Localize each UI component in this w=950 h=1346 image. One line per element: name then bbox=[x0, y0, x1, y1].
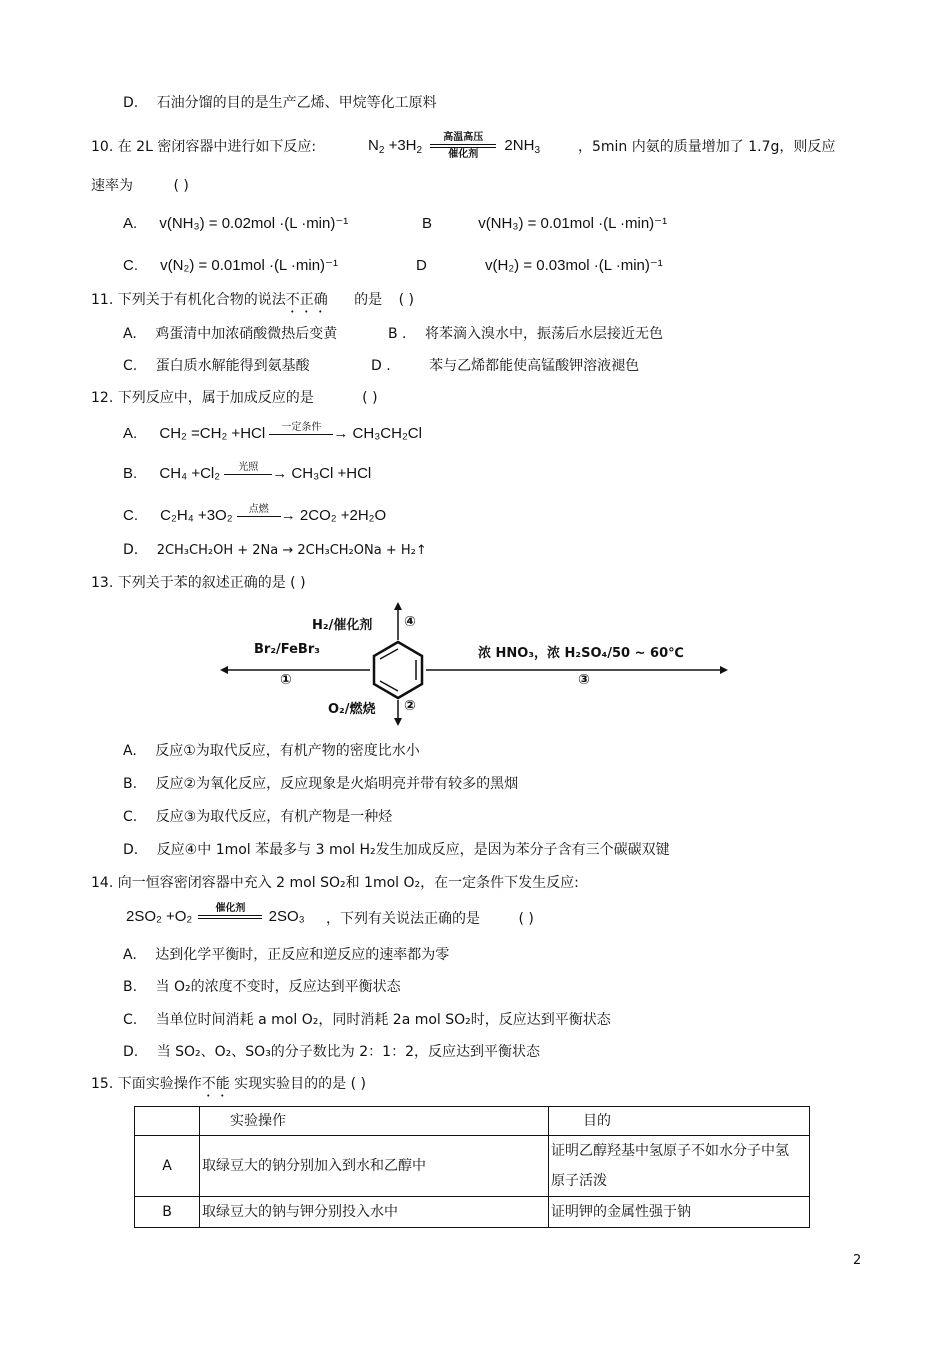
q11-option-b bbox=[388, 324, 663, 344]
benzene-reaction-diagram bbox=[220, 602, 730, 730]
question-number: 10. bbox=[91, 139, 114, 155]
top-number: ④ bbox=[404, 614, 416, 630]
row-goal bbox=[549, 1136, 810, 1197]
condition-label: 点燃 bbox=[248, 503, 269, 515]
option-letter: A. bbox=[123, 215, 138, 232]
question-text-post: 的是 bbox=[354, 292, 383, 308]
option-letter: D . bbox=[371, 358, 391, 374]
question-text: 速率为 bbox=[91, 178, 133, 194]
eq-arrow bbox=[237, 504, 281, 529]
q9-option-d bbox=[123, 93, 437, 113]
eq-right: 2SO₃ bbox=[268, 908, 305, 925]
eq-left: 2SO₂ +O₂ bbox=[126, 908, 193, 925]
arrow-line-2 bbox=[198, 918, 262, 919]
q10-option-d bbox=[416, 256, 663, 276]
option-text: 当单位时间消耗 a mol O₂，同时消耗 2a mol SO₂时，反应达到平衡状态 bbox=[155, 1012, 611, 1028]
q13-option-a bbox=[123, 741, 420, 761]
option-letter: C. bbox=[123, 257, 138, 274]
q13-option-d bbox=[123, 840, 670, 860]
eq-right: CH₃CH₂Cl bbox=[352, 425, 422, 442]
top-label: H₂/催化剂 bbox=[312, 618, 373, 633]
goal-line-1: 证明乙醇羟基中氢原子不如水分子中氢 bbox=[551, 1143, 789, 1159]
goal-line-2: 原子活泼 bbox=[551, 1173, 607, 1189]
option-letter: A. bbox=[123, 326, 137, 342]
bottom-number: ② bbox=[404, 698, 416, 714]
answer-paren: ( ) bbox=[518, 911, 534, 927]
q13-option-b bbox=[123, 774, 518, 794]
page-number: 2 bbox=[853, 1253, 862, 1268]
arrow-line bbox=[430, 144, 496, 145]
right-number: ③ bbox=[578, 672, 590, 688]
row-operation: 取绿豆大的钠分别加入到水和乙醇中 bbox=[200, 1136, 549, 1197]
eq-left: CH₄ +Cl₂ bbox=[159, 465, 221, 482]
option-text: 反应②为氧化反应，反应现象是火焰明亮并带有较多的黑烟 bbox=[155, 776, 519, 792]
arrow-top-label: 高温高压 bbox=[443, 132, 484, 144]
option-text: 反应③为取代反应，有机产物是一种烃 bbox=[155, 809, 393, 825]
question-text: 下面实验操作 bbox=[117, 1076, 202, 1092]
question-number: 12. bbox=[91, 390, 114, 406]
eq-arrow bbox=[198, 903, 262, 931]
question-number: 11. bbox=[91, 292, 114, 308]
arrow-line bbox=[237, 516, 281, 517]
option-text: v(NH₃) = 0.02mol ·(L ·min)⁻¹ bbox=[159, 215, 349, 232]
option-letter: D. bbox=[123, 1044, 139, 1060]
option-letter: C. bbox=[123, 358, 138, 374]
q10-stem-c bbox=[91, 176, 189, 196]
question-number: 15. bbox=[91, 1076, 114, 1092]
eq-arrow bbox=[224, 462, 272, 487]
table-row bbox=[135, 1136, 810, 1197]
row-label: B bbox=[135, 1197, 200, 1228]
option-letter: B. bbox=[123, 776, 138, 792]
option-letter: B. bbox=[123, 465, 138, 482]
q12-stem bbox=[91, 388, 378, 408]
option-text: 反应①为取代反应，有机产物的密度比水小 bbox=[155, 743, 420, 759]
q14-stem2 bbox=[326, 909, 534, 929]
arrow-bottom-label: 催化剂 bbox=[448, 149, 479, 161]
q14-equation bbox=[126, 902, 305, 932]
q12-option-c: C. C₂H₄ +3O₂ 点燃 → 2CO₂ +2H₂O bbox=[123, 502, 386, 530]
eq-left: C₂H₄ +3O₂ bbox=[160, 507, 233, 524]
option-letter: B. bbox=[123, 979, 138, 995]
answer-paren: ( ) bbox=[350, 1076, 366, 1092]
option-letter: C. bbox=[123, 507, 138, 524]
q11-option-d bbox=[371, 356, 639, 376]
eq-right: 2CO₂ +2H₂O bbox=[299, 507, 387, 524]
option-letter: B bbox=[422, 215, 433, 232]
question-text: 向一恒容密闭容器中充入 2 mol SO₂和 1mol O₂，在一定条件下发生反应: bbox=[117, 875, 579, 891]
option-text: 苯与乙烯都能使高锰酸钾溶液褪色 bbox=[429, 358, 640, 374]
answer-paren: ( ) bbox=[173, 178, 189, 194]
answer-paren: ( ) bbox=[290, 575, 306, 591]
option-text: 当 O₂的浓度不变时，反应达到平衡状态 bbox=[155, 979, 401, 995]
eq-right: CH₃Cl +HCl bbox=[291, 465, 372, 482]
q14-option-b bbox=[123, 977, 401, 997]
row-label: A bbox=[135, 1136, 200, 1197]
option-letter: A. bbox=[123, 743, 137, 759]
question-text: 下列关于苯的叙述正确的是 bbox=[117, 575, 286, 591]
row-operation: 取绿豆大的钠与钾分别投入水中 bbox=[200, 1197, 549, 1228]
q13-stem bbox=[91, 573, 306, 593]
left-number: ① bbox=[280, 672, 292, 688]
option-text: 当 SO₂、O₂、SO₃的分子数比为 2：1：2，反应达到平衡状态 bbox=[156, 1044, 540, 1060]
option-text: 蛋白质水解能得到氨基酸 bbox=[155, 358, 310, 374]
option-text: 鸡蛋清中加浓硝酸微热后变黄 bbox=[155, 326, 338, 342]
option-text: 达到化学平衡时，正反应和逆反应的速率都为零 bbox=[155, 947, 450, 963]
right-condition: 浓 HNO₃，浓 H₂SO₄/50 ~ 60℃ bbox=[478, 646, 684, 661]
option-letter: B . bbox=[388, 326, 407, 342]
q11-option-c bbox=[123, 356, 310, 376]
option-text: 将苯滴入溴水中，振荡后水层接近无色 bbox=[424, 326, 663, 342]
q11-stem bbox=[91, 290, 414, 316]
q12-option-a: A. CH₂ =CH₂ +HCl 一定条件 → CH₃CH₂Cl bbox=[123, 420, 422, 448]
question-text-post: 实现实验目的的是 bbox=[234, 1076, 347, 1092]
question-text: ，下列有关说法正确的是 bbox=[326, 911, 480, 927]
emphasis-text: 不正确 bbox=[285, 292, 328, 308]
option-letter: D. bbox=[123, 95, 139, 111]
q14-stem bbox=[91, 873, 579, 893]
option-text: 2CH₃CH₂OH + 2Na → 2CH₃CH₂ONa + H₂↑ bbox=[156, 543, 427, 558]
q10-stem bbox=[91, 137, 316, 157]
question-text: 下列反应中，属于加成反应的是 bbox=[117, 390, 314, 406]
q15-stem bbox=[91, 1074, 366, 1100]
option-text: 石油分馏的目的是生产乙烯、甲烷等化工原料 bbox=[156, 95, 437, 111]
q12-option-b: B. CH₄ +Cl₂ 光照 → CH₃Cl +HCl bbox=[123, 460, 371, 488]
eq-n2: N bbox=[368, 137, 379, 154]
q14-option-c bbox=[123, 1010, 611, 1030]
arrow-line bbox=[224, 474, 272, 475]
option-letter: D. bbox=[123, 542, 139, 558]
option-letter: A. bbox=[123, 425, 138, 442]
left-condition: Br₂/FeBr₃ bbox=[254, 642, 320, 657]
q10-option-a bbox=[123, 214, 348, 234]
eq-arrow bbox=[430, 132, 496, 160]
bottom-condition: O₂/燃烧 bbox=[328, 702, 376, 717]
option-text: v(N₂) = 0.01mol ·(L ·min)⁻¹ bbox=[160, 257, 338, 274]
arrow-line bbox=[269, 434, 333, 435]
option-letter: D. bbox=[123, 842, 139, 858]
q12-option-d bbox=[123, 540, 427, 561]
q14-option-d bbox=[123, 1042, 540, 1062]
header-cell bbox=[135, 1107, 200, 1136]
eq-left: CH₂ =CH₂ +HCl bbox=[159, 425, 266, 442]
q13-option-c bbox=[123, 807, 392, 827]
benzene-ring bbox=[374, 642, 422, 698]
answer-paren: ( ) bbox=[398, 292, 414, 308]
arrow-line-2 bbox=[430, 147, 496, 148]
table-header-row bbox=[135, 1107, 810, 1136]
q10-equation: $N_2 +3H_2$ 高温高压 催化剂 $2NH_3$ bbox=[368, 132, 540, 161]
answer-paren: ( ) bbox=[362, 390, 378, 406]
option-text: 反应④中 1mol 苯最多与 3 mol H₂发生加成反应，是因为苯分子含有三个碳碳双键 bbox=[156, 842, 670, 858]
q14-option-a bbox=[123, 945, 449, 965]
option-text: v(NH₃) = 0.01mol ·(L ·min)⁻¹ bbox=[478, 215, 668, 232]
arrow-line bbox=[198, 915, 262, 916]
emphasis-text: 不能 bbox=[201, 1076, 230, 1092]
q10-option-c bbox=[123, 256, 338, 276]
question-text: 下列关于有机化合物的说法 bbox=[117, 292, 286, 308]
question-number: 14. bbox=[91, 875, 114, 891]
q11-option-a bbox=[123, 324, 337, 344]
option-letter: C. bbox=[123, 1012, 138, 1028]
option-letter: C. bbox=[123, 809, 138, 825]
condition-label: 光照 bbox=[238, 461, 259, 473]
eq-arrow bbox=[269, 422, 333, 447]
diagram-svg bbox=[220, 602, 730, 730]
header-cell: 目的 bbox=[549, 1107, 810, 1136]
question-text: 在 2L 密闭容器中进行如下反应: bbox=[117, 139, 317, 155]
option-letter: D bbox=[416, 257, 427, 274]
header-cell: 实验操作 bbox=[200, 1107, 549, 1136]
row-goal: 证明钾的金属性强于钠 bbox=[549, 1197, 810, 1228]
condition-label: 催化剂 bbox=[215, 903, 246, 915]
condition-label: 一定条件 bbox=[281, 421, 322, 433]
eq-nh3: 2NH bbox=[504, 137, 535, 154]
table-row bbox=[135, 1197, 810, 1228]
q10-stem-b: ，5min 内氨的质量增加了 1.7g，则反应 bbox=[578, 139, 836, 155]
question-number: 13. bbox=[91, 575, 114, 591]
top-condition bbox=[312, 614, 372, 633]
option-text: v(H₂) = 0.03mol ·(L ·min)⁻¹ bbox=[485, 257, 663, 274]
option-letter: A. bbox=[123, 947, 137, 963]
eq-3h2: +3H bbox=[388, 137, 417, 154]
q10-option-b bbox=[422, 214, 667, 234]
experiment-table bbox=[134, 1106, 810, 1228]
